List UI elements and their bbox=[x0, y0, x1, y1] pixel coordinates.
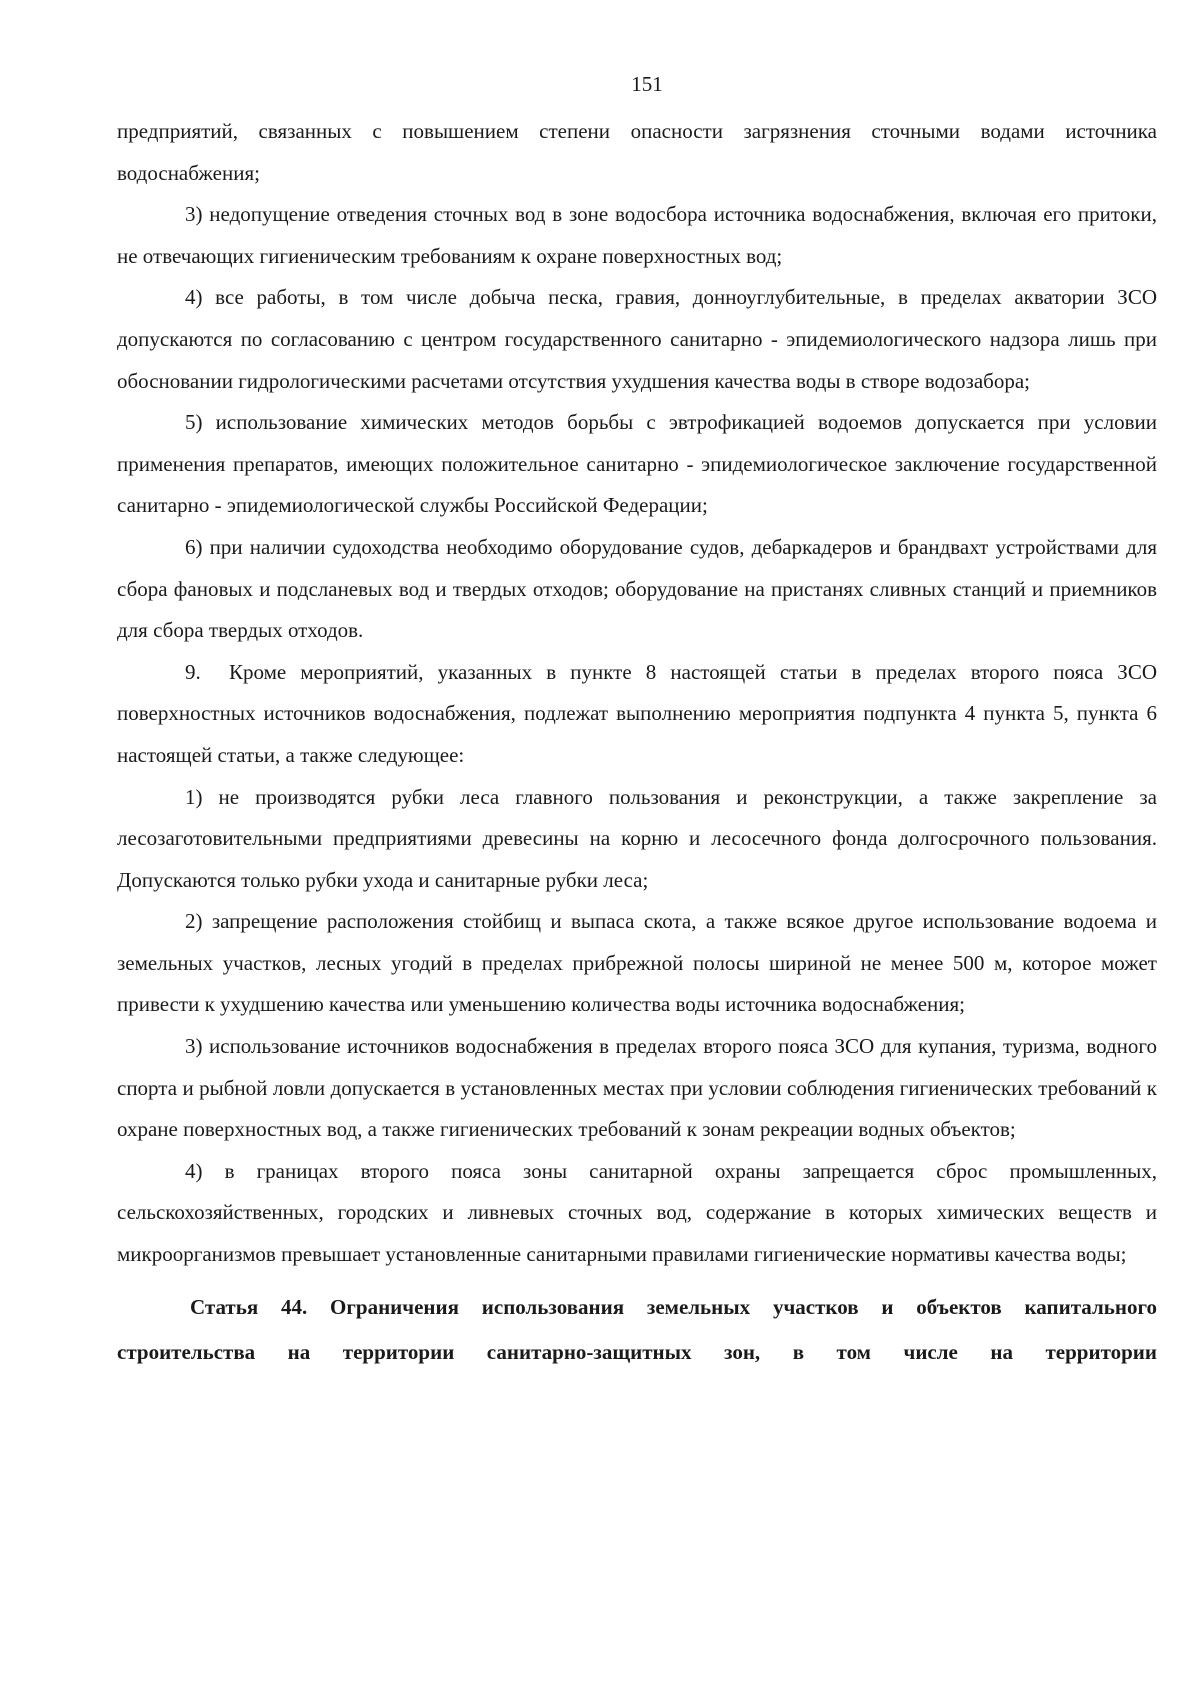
paragraph-continuation: предприятий, связанных с повышением степени опасности загрязнения сточными водами источника водоснабжения; bbox=[117, 119, 1157, 185]
paragraph-subitem-4: 4) в границах второго пояса зоны санитарной охраны запрещается сброс промышленных, сельскохозяйственных, городских и ливневых сточных вод, содержание в которых химических веществ и микроорганизмов превышает установленные санитарными правилами гигиенические нормативы качества воды; bbox=[117, 1158, 1157, 1267]
paragraph-subitem-1: 1) не производятся рубки леса главного пользования и реконструкции, а также закрепление за лесозаготовительными предприятиями древесины на корню и лесосечного фонда долгосрочного пользования. Допускаются только рубки ухода и санитарные рубки леса; bbox=[117, 784, 1157, 892]
paragraph-item-5: 5) использование химических методов борьбы с эвтрофикацией водоемов допускается при условии применения препаратов, имеющих положительное санитарно - эпидемиологическое заключение государственной санитарно - эпидемиологической службы Российской Федерации; bbox=[117, 410, 1157, 518]
page-number: 151 bbox=[631, 72, 663, 96]
paragraph-subitem-3: 3) использование источников водоснабжения в пределах второго пояса ЗСО для купания, туризма, водного спорта и рыбной ловли допускается в установленных местах при условии соблюдения гигиенических требований к охране поверхностных вод, а также гигиенических требований к зонам рекреации водных объектов; bbox=[117, 1034, 1157, 1142]
article-44-heading: Статья 44. Ограничения использования земельных участков и объектов капитального строительства на территории санитарно-защитных зон, в том числе на территории bbox=[117, 1294, 1157, 1364]
paragraph-point-9: 9. Кроме мероприятий, указанных в пункте 8 настоящей статьи в пределах второго пояса ЗСО поверхностных источников водоснабжения, подлежат выполнению мероприятия подпункта 4 пункта 5, пункта 6 настоящей статьи, а также следующее: bbox=[117, 659, 1157, 767]
paragraph-item-4: 4) все работы, в том числе добыча песка, гравия, донноуглубительные, в пределах акватории ЗСО допускаются по согласованию с центром государственного санитарно - эпидемиологического надзора лишь при обосновании гидрологическими расчетами отсутствия ухудшения качества воды в створе водозабора; bbox=[117, 285, 1157, 393]
paragraph-item-3: 3) недопущение отведения сточных вод в зоне водосбора источника водоснабжения, включая его притоки, не отвечающих гигиеническим требованиям к охране поверхностных вод; bbox=[117, 202, 1157, 268]
paragraph-subitem-2: 2) запрещение расположения стойбищ и выпаса скота, а также всякое другое использование водоема и земельных участков, лесных угодий в пределах прибрежной полосы шириной не менее 500 м, которое может привести к ухудшению качества или уменьшению количества воды источника водоснабжения; bbox=[117, 909, 1157, 1017]
paragraph-item-6: 6) при наличии судоходства необходимо оборудование судов, дебаркадеров и брандвахт устройствами для сбора фановых и подсланевых вод и твердых отходов; оборудование на пристанях сливных станций и приемников для сбора твердых отходов. bbox=[117, 534, 1157, 643]
